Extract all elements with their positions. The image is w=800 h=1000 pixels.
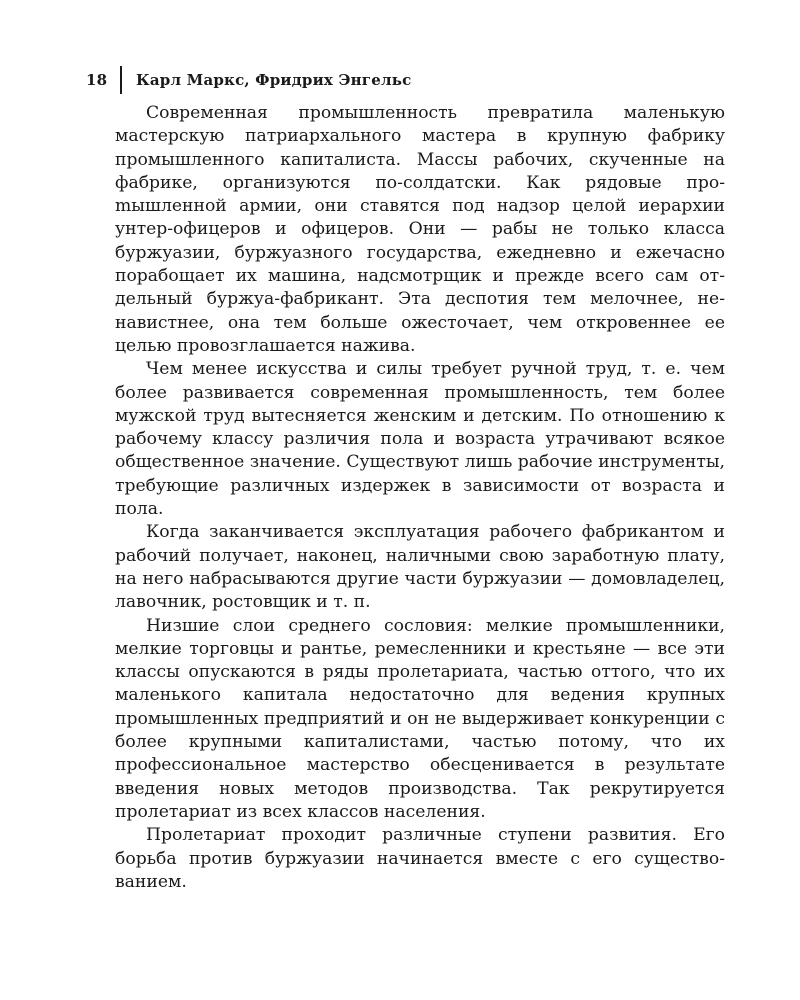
paragraph: Когда заканчивается эксплуатация рабочего фабрикантом и рабочий получает, наконец, наличными свою заработную плату, на него набрасываются другие части буржуазии — домовладелец, лавочник, ростовщик и т. п. [115,522,725,613]
paragraph: Чем менее искусства и силы требует ручной труд, т. е. чем более развивается современная промышленность, тем более мужской труд вытесняется женским и детским. По отношению к рабочему классу различия пола и возраста утрачивают всякое общественное значение. Существуют лишь рабочие инструменты, требующие различных издержек в зависимости от возраста и пола. [115,359,725,520]
paragraph: Пролетариат проходит различные ступени развития. Его борьба против буржуазии начинается вместе с его существованием. [115,825,725,892]
body-text [115,102,725,894]
page-number: 18 [86,71,108,89]
paragraph: Низшие слои среднего сословия: мелкие промышленники, мелкие торговцы и рантье, ремесленники и крестьяне — все эти классы опускаются в ряды пролетариата, частью оттого, что их маленького капитала недостаточно для ведения крупных промышленных предприятий и он не выдерживает конкуренции с более крупными капиталистами, частью потому, что их профессиональное мастерство обесценивается в результате введения новых методов производства. Так рекрутируется пролетариат из всех классов населения. [115,615,725,822]
running-title: Карл Маркс, Фридрих Энгельс [136,71,412,89]
paragraph: Современная промышленность превратила маленькую мастерскую патриархального мастера в крупную фабрику промышленного капиталиста. Массы рабочих, скученные на фабрике, организуются по-солдатски. Как рядовые проmышленной армии, они ставятся под надзор целой иерархии унтер-офицеров и офицеров. Они — рабы не только класса буржуазии, буржуазного государства, ежедневно и ежечасно порабощает их машина, надсмотрщик и прежде всего сам отдельный буржуа-фабрикант. Эта деспотия тем мелочнее, ненавистнее, она тем больше ожесточает, чем откровеннее ее целью провозглашается нажива. [115,103,725,356]
running-head [86,66,411,94]
header-divider [120,66,122,94]
